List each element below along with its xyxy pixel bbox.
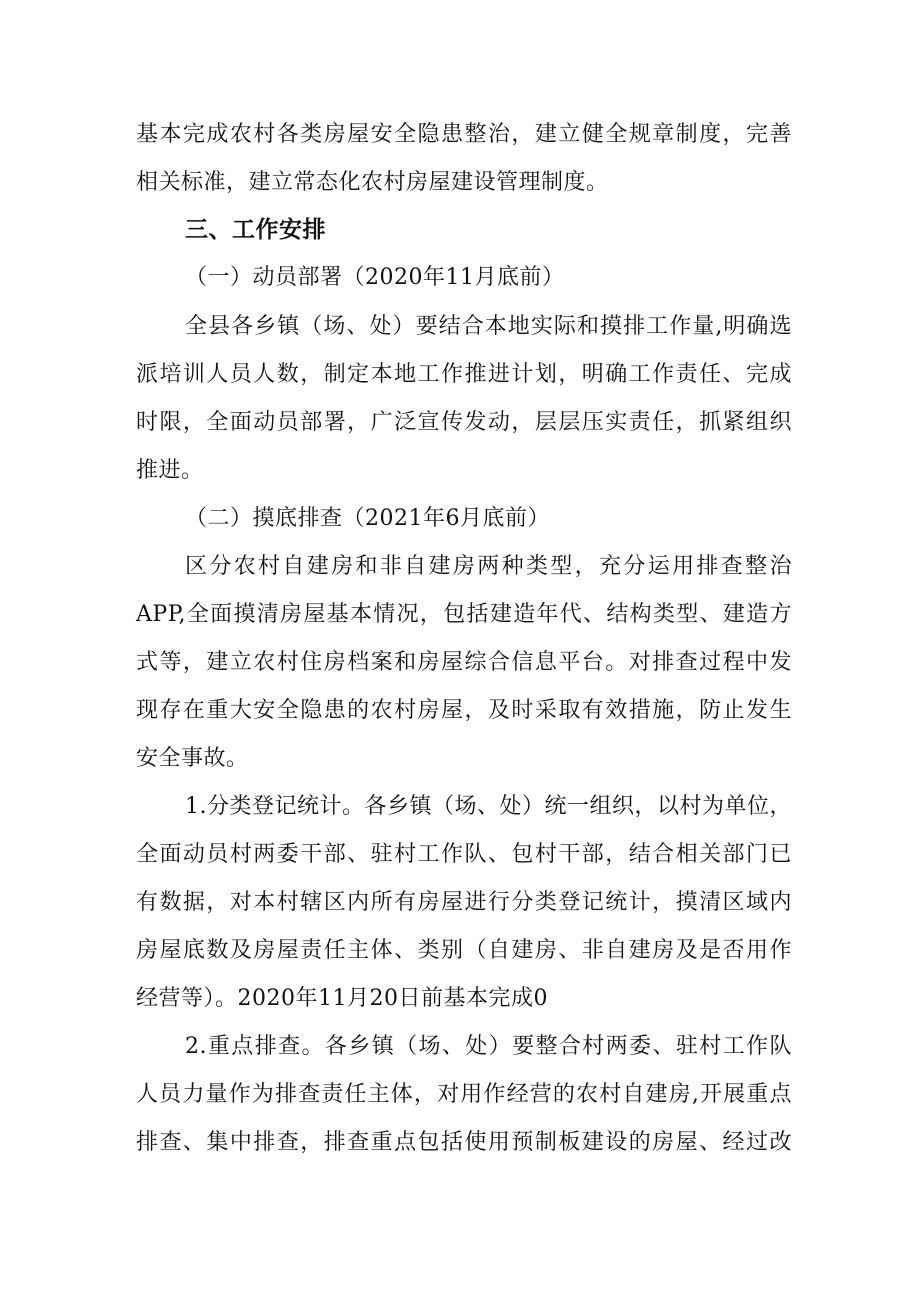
body-text-line: 2.重点排查。各乡镇（场、处）要整合村两委、驻村工作队	[185, 1034, 792, 1059]
body-text-line: 安全事故。	[136, 746, 249, 771]
body-text-line: 区分农村自建房和非自建房两种类型，充分运用排查整治	[185, 554, 792, 579]
body-text-line: 房屋底数及房屋责任主体、类别（自建房、非自建房及是否用作	[136, 938, 792, 963]
body-text-line: 1.分类登记统计。各乡镇（场、处）统一组织，以村为单位，	[185, 794, 792, 819]
body-text-line: 时限，全面动员部署，广泛宣传发动，层层压实责任，抓紧组织	[136, 410, 792, 435]
body-text-line: 全县各乡镇（场、处）要结合本地实际和摸排工作量,明确选	[185, 314, 792, 339]
body-text-line: APP,全面摸清房屋基本情况，包括建造年代、结构类型、建造方	[136, 602, 792, 627]
body-text-line: 经营等）。2020年11月20日前基本完成0	[136, 986, 548, 1011]
body-text-line: 基本完成农村各类房屋安全隐患整治，建立健全规章制度，完善	[136, 122, 792, 147]
body-text-line: 式等，建立农村住房档案和房屋综合信息平台。对排查过程中发	[136, 650, 792, 675]
body-text-line: 人员力量作为排查责任主体，对用作经营的农村自建房,开展重点	[136, 1082, 792, 1107]
body-text-line: 相关标准，建立常态化农村房屋建设管理制度。	[136, 170, 609, 195]
body-text-line: 有数据，对本村辖区内所有房屋进行分类登记统计，摸清区域内	[136, 890, 792, 915]
body-text-line: 排查、集中排查，排查重点包括使用预制板建设的房屋、经过改	[136, 1130, 792, 1155]
section-heading: 三、工作安排	[185, 217, 326, 243]
subsection-heading: （二）摸底排查（2021年6月底前）	[185, 506, 550, 531]
body-text-line: 现存在重大安全隐患的农村房屋，及时采取有效措施，防止发生	[136, 698, 792, 723]
body-text-line: 推进。	[136, 458, 204, 483]
subsection-heading: （一）动员部署（2020年11月底前）	[185, 265, 565, 290]
body-text-line: 全面动员村两委干部、驻村工作队、包村干部，结合相关部门已	[136, 842, 792, 867]
body-text-line: 派培训人员人数，制定本地工作推进计划，明确工作责任、完成	[136, 362, 792, 387]
